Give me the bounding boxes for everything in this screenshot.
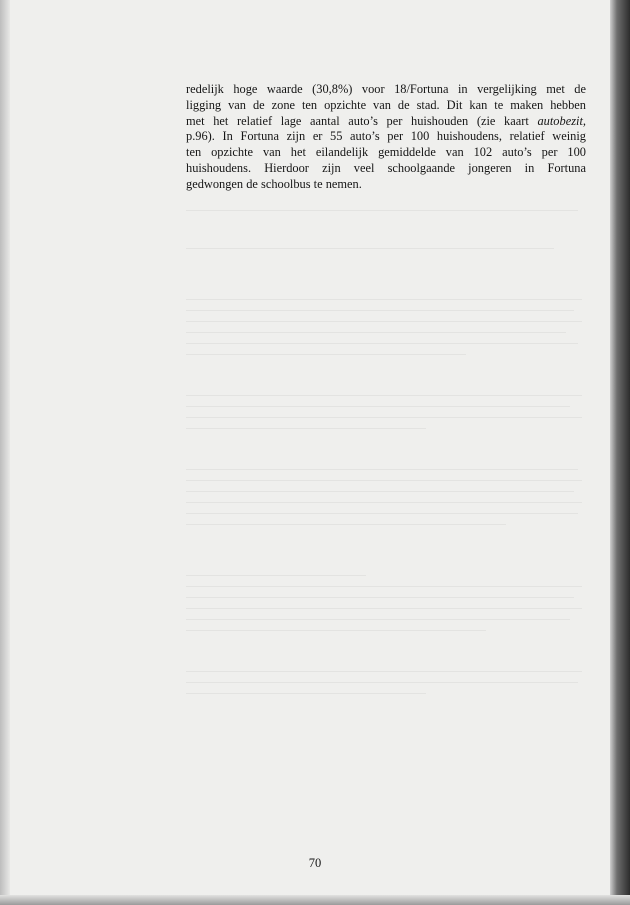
paragraph-line: ten opzichte van het eilandelijk gemiddelde van 102 auto’s per 100 (186, 145, 586, 160)
page-left-edge (0, 0, 10, 905)
paragraph-line: redelijk hoge waarde (30,8%) voor 18/Fortuna in vergelijking met de (186, 82, 586, 96)
paragraph-line: ligging van de zone ten opzichte van de stad. Dit kan te maken hebben (186, 97, 586, 112)
paragraph-line: p.96). In Fortuna zijn er 55 auto’s per 100 huishoudens, relatief weinig (186, 129, 586, 144)
paragraph-line-text: met het relatief lage aantal auto’s per huishouden (zie kaart (186, 113, 538, 128)
page-right-edge (610, 0, 630, 905)
page-number: 70 (308, 856, 322, 870)
paragraph-line (186, 114, 586, 130)
body-paragraph (186, 82, 586, 193)
page-bottom-edge (0, 895, 630, 905)
show-through-text (186, 195, 586, 694)
paragraph-line: gedwongen de schoolbus te nemen. (186, 176, 362, 191)
map-reference-italic: autobezit, (537, 113, 586, 128)
paragraph-line: huishoudens. Hierdoor zijn veel schoolgaande jongeren in Fortuna (186, 160, 586, 175)
show-through-margin-1 (60, 300, 155, 340)
